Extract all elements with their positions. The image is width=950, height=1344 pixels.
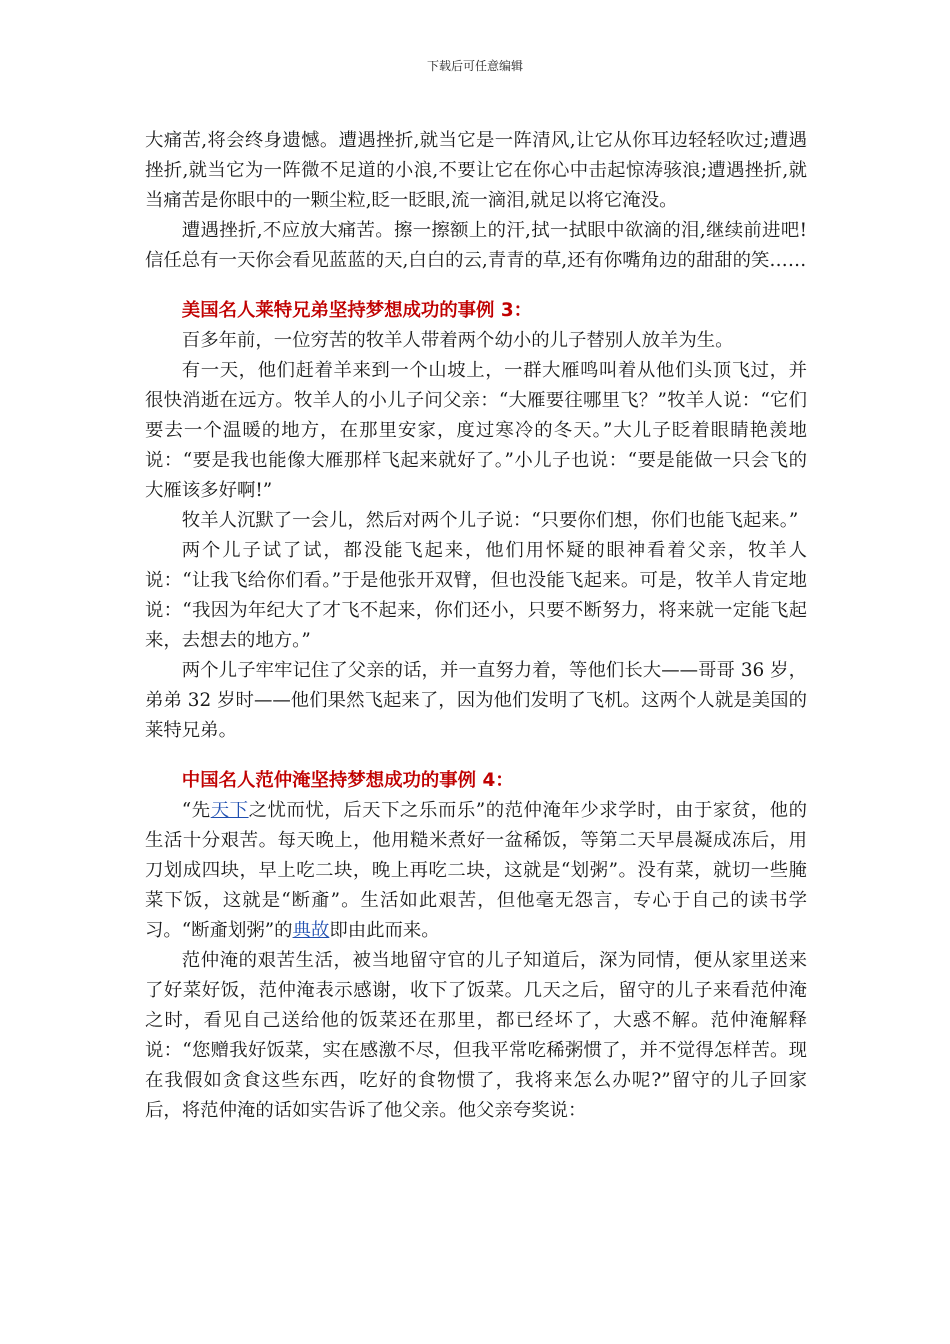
spacer [145,276,807,296]
paragraph: 两个儿子试了试，都没能飞起来，他们用怀疑的眼神看着父亲，牧羊人说：“让我飞给你们看。”于是他张开双臂，但也没能飞起来。可是，牧羊人肯定地说：“我因为年纪大了才飞不起来，你们还小，只要不断努力，将来就一定能飞起来，去想去的地方。” [145,540,807,651]
paragraph-text: 之忧而忧，后天下之乐而乐”的范仲淹年少求学时，由于家贫，他的生活十分艰苦。每天晚上，他用糙米煮好一盆稀饭，等第二天早晨凝成冻后，用刀划成四块，早上吃二块，晚上再吃二块，这就是“划粥”。没有菜，就切一些腌菜下饭，这就是“断齑”。生活如此艰苦，但他毫无怨言，专心于自己的读书学习。“断齑划粥”的 [145,800,808,941]
paragraph: 百多年前，一位穷苦的牧羊人带着两个幼小的儿子替别人放羊为生。 [181,330,734,351]
spacer [145,746,807,766]
link-diangu[interactable]: 典故 [292,920,330,941]
document-body [145,126,807,1126]
section-title-4: 中国名人范仲淹坚持梦想成功的事例 4： [181,770,514,791]
section-title-3: 美国名人莱特兄弟坚持梦想成功的事例 3： [181,300,533,321]
page-header: 下载后可任意编辑 [426,59,523,73]
paragraph: 范仲淹的艰苦生活，被当地留守官的儿子知道后，深为同情，便从家里送来了好菜好饭，范仲淹表示感谢，收下了饭菜。几天之后，留守的儿子来看范仲淹之时，看见自己送给他的饭菜还在那里，都已经坏了，大惑不解。范仲淹解释说：“您赠我好饭菜，实在感激不尽，但我平常吃稀粥惯了，并不觉得怎样苦。现在我假如贪食这些东西，吃好的食物惯了，我将来怎么办呢?”留守的儿子回家后，将范仲淹的话如实告诉了他父亲。他父亲夸奖说： [145,950,807,1121]
paragraph-text: 即由此而来。 [329,920,440,941]
paragraph: 有一天，他们赶着羊来到一个山坡上，一群大雁鸣叫着从他们头顶飞过，并很快消逝在远方。牧羊人的小儿子问父亲：“大雁要往哪里飞？”牧羊人说：“它们要去一个温暖的地方，在那里安家，度过寒冷的冬天。”大儿子眨着眼睛艳羡地说：“要是我也能像大雁那样飞起来就好了。”小儿子也说：“要是能做一只会飞的大雁该多好啊!” [145,360,807,501]
paragraph: 大痛苦,将会终身遗憾。遭遇挫折,就当它是一阵清风,让它从你耳边轻轻吹过;遭遇挫折,就当它为一阵微不足道的小浪,不要让它在你心中击起惊涛骇浪;遭遇挫折,就当痛苦是你眼中的一颗尘粒,眨一眨眼,流一滴泪,就足以将它淹没。 [145,130,807,211]
link-tianxia[interactable]: 天下 [210,800,249,821]
paragraph [145,796,807,946]
paragraph-text: “先 [181,800,211,821]
paragraph: 两个儿子牢牢记住了父亲的话，并一直努力着，等他们长大——哥哥 36 岁，弟弟 32 岁时——他们果然飞起来了，因为他们发明了飞机。这两个人就是美国的莱特兄弟。 [145,660,807,741]
paragraph: 遭遇挫折,不应放大痛苦。擦一擦额上的汗,拭一拭眼中欲滴的泪,继续前进吧!信任总有一天你会看见蓝蓝的天,白白的云,青青的草,还有你嘴角边的甜甜的笑…… [145,220,807,271]
paragraph: 牧羊人沉默了一会儿，然后对两个儿子说：“只要你们想，你们也能飞起来。” [181,510,799,531]
